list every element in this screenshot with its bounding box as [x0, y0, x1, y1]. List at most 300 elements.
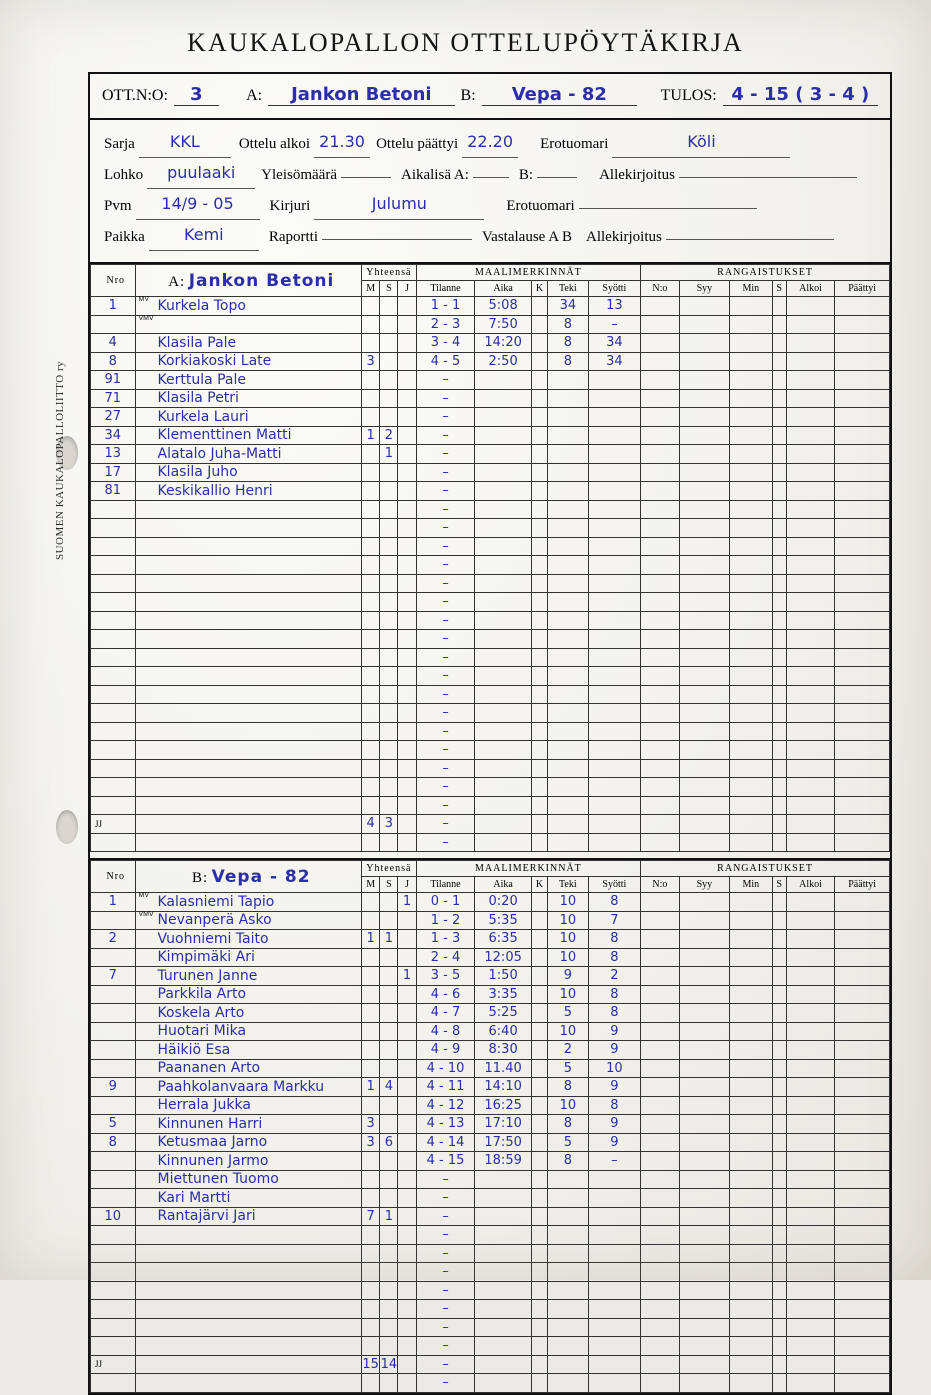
player-j[interactable] [398, 1133, 416, 1152]
goal-tilanne[interactable]: – [416, 1300, 475, 1319]
penalty-s[interactable] [772, 371, 786, 390]
goal-syotti[interactable] [588, 408, 641, 427]
player-assists[interactable] [380, 1226, 398, 1245]
penalty-syy[interactable] [679, 1004, 730, 1023]
goal-k[interactable] [531, 778, 547, 797]
penalty-paattyi[interactable] [835, 352, 890, 371]
penalty-s[interactable] [772, 445, 786, 464]
penalty-min[interactable] [730, 722, 772, 741]
penalty-s[interactable] [772, 630, 786, 649]
table-row[interactable] [91, 1152, 890, 1171]
penalty-no[interactable] [641, 1374, 679, 1393]
player-number[interactable] [91, 574, 136, 593]
goal-aika[interactable] [475, 667, 532, 686]
goal-k[interactable] [531, 1078, 547, 1097]
player-assists[interactable] [380, 1244, 398, 1263]
penalty-paattyi[interactable] [835, 741, 890, 760]
goal-k[interactable] [531, 1355, 547, 1374]
player-name[interactable]: Klasila Pale [135, 334, 362, 353]
player-j[interactable] [398, 685, 416, 704]
penalty-min[interactable] [730, 1059, 772, 1078]
goal-syotti[interactable] [588, 759, 641, 778]
goal-aika[interactable]: 14:10 [475, 1078, 532, 1097]
goal-syotti[interactable]: 34 [588, 352, 641, 371]
penalty-no[interactable] [641, 593, 679, 612]
player-j[interactable] [398, 315, 416, 334]
player-goals[interactable] [362, 537, 380, 556]
player-assists[interactable] [380, 1189, 398, 1208]
table-row[interactable] [91, 297, 890, 316]
goal-k[interactable] [531, 948, 547, 967]
penalty-s[interactable] [772, 1263, 786, 1282]
player-assists[interactable] [380, 389, 398, 408]
goal-tilanne[interactable]: – [416, 500, 475, 519]
table-row[interactable] [91, 1078, 890, 1097]
penalty-min[interactable] [730, 704, 772, 723]
player-number[interactable] [91, 611, 136, 630]
penalty-s[interactable] [772, 911, 786, 930]
penalty-syy[interactable] [679, 1078, 730, 1097]
player-j[interactable] [398, 911, 416, 930]
goal-tilanne[interactable]: 4 - 10 [416, 1059, 475, 1078]
goal-aika[interactable] [475, 593, 532, 612]
goal-k[interactable] [531, 315, 547, 334]
penalty-paattyi[interactable] [835, 537, 890, 556]
player-goals[interactable] [362, 833, 380, 852]
penalty-alkoi[interactable] [786, 1004, 835, 1023]
penalty-alkoi[interactable] [786, 1263, 835, 1282]
player-j[interactable] [398, 796, 416, 815]
allekirjoitus2-value[interactable] [666, 239, 834, 240]
penalty-paattyi[interactable] [835, 593, 890, 612]
penalty-alkoi[interactable] [786, 1337, 835, 1356]
goal-teki[interactable] [548, 1337, 588, 1356]
player-name[interactable] [135, 667, 362, 686]
player-assists[interactable] [380, 1115, 398, 1134]
player-name[interactable] [135, 1263, 362, 1282]
goal-tilanne[interactable]: 1 - 3 [416, 930, 475, 949]
penalty-min[interactable] [730, 833, 772, 852]
alkoi-value[interactable]: 21.30 [314, 127, 370, 158]
goal-teki[interactable]: 8 [548, 352, 588, 371]
player-j[interactable] [398, 759, 416, 778]
penalty-min[interactable] [730, 389, 772, 408]
table-row[interactable] [91, 408, 890, 427]
penalty-alkoi[interactable] [786, 574, 835, 593]
goal-aika[interactable] [475, 685, 532, 704]
player-assists[interactable] [380, 1374, 398, 1393]
penalty-min[interactable] [730, 1337, 772, 1356]
penalty-syy[interactable] [679, 611, 730, 630]
table-row[interactable] [91, 1300, 890, 1319]
penalty-s[interactable] [772, 796, 786, 815]
penalty-s[interactable] [772, 1152, 786, 1171]
penalty-min[interactable] [730, 893, 772, 912]
ottno-value[interactable]: 3 [174, 84, 219, 106]
penalty-no[interactable] [641, 815, 679, 834]
goal-aika[interactable]: 5:25 [475, 1004, 532, 1023]
penalty-s[interactable] [772, 426, 786, 445]
table-row[interactable] [91, 315, 890, 334]
player-name[interactable] [135, 833, 362, 852]
goal-aika[interactable] [475, 500, 532, 519]
penalty-s[interactable] [772, 685, 786, 704]
player-goals[interactable] [362, 593, 380, 612]
player-j[interactable] [398, 704, 416, 723]
goal-aika[interactable]: 17:10 [475, 1115, 532, 1134]
table-row[interactable] [91, 352, 890, 371]
penalty-alkoi[interactable] [786, 1078, 835, 1097]
player-goals[interactable] [362, 1022, 380, 1041]
goal-syotti[interactable]: 8 [588, 985, 641, 1004]
goal-aika[interactable] [475, 445, 532, 464]
penalty-syy[interactable] [679, 1318, 730, 1337]
penalty-min[interactable] [730, 741, 772, 760]
player-goals[interactable] [362, 556, 380, 575]
goal-k[interactable] [531, 1226, 547, 1245]
table-row[interactable] [91, 1170, 890, 1189]
player-assists[interactable]: 1 [380, 445, 398, 464]
penalty-s[interactable] [772, 389, 786, 408]
penalty-alkoi[interactable] [786, 1152, 835, 1171]
penalty-paattyi[interactable] [835, 778, 890, 797]
penalty-min[interactable] [730, 1300, 772, 1319]
penalty-s[interactable] [772, 556, 786, 575]
penalty-s[interactable] [772, 1226, 786, 1245]
goal-k[interactable] [531, 985, 547, 1004]
player-assists[interactable] [380, 352, 398, 371]
goal-tilanne[interactable]: – [416, 556, 475, 575]
penalty-alkoi[interactable] [786, 1041, 835, 1060]
penalty-s[interactable] [772, 315, 786, 334]
player-name[interactable] [135, 1374, 362, 1393]
penalty-min[interactable] [730, 815, 772, 834]
goal-teki[interactable] [548, 408, 588, 427]
goal-k[interactable] [531, 704, 547, 723]
penalty-no[interactable] [641, 759, 679, 778]
player-j[interactable] [398, 334, 416, 353]
table-row[interactable] [91, 985, 890, 1004]
penalty-min[interactable] [730, 985, 772, 1004]
player-name[interactable] [135, 1244, 362, 1263]
goal-syotti[interactable]: 9 [588, 1078, 641, 1097]
goal-k[interactable] [531, 1318, 547, 1337]
penalty-no[interactable] [641, 667, 679, 686]
player-assists[interactable] [380, 611, 398, 630]
goal-k[interactable] [531, 930, 547, 949]
goal-syotti[interactable] [588, 815, 641, 834]
player-number[interactable] [91, 759, 136, 778]
player-name[interactable] [135, 1300, 362, 1319]
penalty-s[interactable] [772, 1189, 786, 1208]
penalty-paattyi[interactable] [835, 556, 890, 575]
player-goals[interactable] [362, 911, 380, 930]
player-goals[interactable]: 1 [362, 1078, 380, 1097]
table-row[interactable] [91, 500, 890, 519]
penalty-min[interactable] [730, 1078, 772, 1097]
player-j[interactable]: 1 [398, 893, 416, 912]
goal-aika[interactable] [475, 1337, 532, 1356]
player-assists[interactable] [380, 948, 398, 967]
goal-syotti[interactable] [588, 796, 641, 815]
player-j[interactable] [398, 556, 416, 575]
penalty-min[interactable] [730, 1041, 772, 1060]
goal-k[interactable] [531, 1022, 547, 1041]
goal-teki[interactable] [548, 1281, 588, 1300]
table-row[interactable] [91, 722, 890, 741]
penalty-alkoi[interactable] [786, 352, 835, 371]
player-goals[interactable] [362, 445, 380, 464]
goal-teki[interactable]: 10 [548, 1022, 588, 1041]
table-row[interactable] [91, 796, 890, 815]
goal-tilanne[interactable]: – [416, 1226, 475, 1245]
player-number[interactable] [91, 500, 136, 519]
player-name[interactable] [135, 722, 362, 741]
goal-aika[interactable]: 18:59 [475, 1152, 532, 1171]
goal-tilanne[interactable]: 4 - 12 [416, 1096, 475, 1115]
goal-teki[interactable]: 10 [548, 930, 588, 949]
penalty-s[interactable] [772, 1207, 786, 1226]
player-goals[interactable] [362, 315, 380, 334]
table-row[interactable] [91, 1133, 890, 1152]
player-name[interactable]: Klementtinen Matti [135, 426, 362, 445]
player-number[interactable] [91, 778, 136, 797]
goal-teki[interactable] [548, 537, 588, 556]
player-name[interactable]: Huotari Mika [135, 1022, 362, 1041]
goal-teki[interactable] [548, 445, 588, 464]
table-row[interactable] [91, 593, 890, 612]
goal-tilanne[interactable]: 4 - 6 [416, 985, 475, 1004]
player-j[interactable] [398, 445, 416, 464]
penalty-paattyi[interactable] [835, 1133, 890, 1152]
player-number[interactable] [91, 741, 136, 760]
penalty-syy[interactable] [679, 1226, 730, 1245]
goal-k[interactable] [531, 667, 547, 686]
table-row[interactable] [91, 445, 890, 464]
player-assists[interactable]: 6 [380, 1133, 398, 1152]
goal-syotti[interactable] [588, 574, 641, 593]
player-number[interactable] [91, 593, 136, 612]
goal-aika[interactable] [475, 371, 532, 390]
player-assists[interactable] [380, 967, 398, 986]
penalty-alkoi[interactable] [786, 1355, 835, 1374]
table-row[interactable] [91, 537, 890, 556]
penalty-paattyi[interactable] [835, 796, 890, 815]
player-name[interactable] [135, 796, 362, 815]
penalty-alkoi[interactable] [786, 648, 835, 667]
player-assists[interactable] [380, 911, 398, 930]
penalty-no[interactable] [641, 685, 679, 704]
penalty-paattyi[interactable] [835, 1263, 890, 1282]
penalty-alkoi[interactable] [786, 1300, 835, 1319]
penalty-s[interactable] [772, 1041, 786, 1060]
penalty-min[interactable] [730, 334, 772, 353]
player-goals[interactable]: 1 [362, 426, 380, 445]
penalty-syy[interactable] [679, 334, 730, 353]
player-number[interactable] [91, 630, 136, 649]
player-name[interactable]: Kinnunen Jarmo [135, 1152, 362, 1171]
goal-k[interactable] [531, 1059, 547, 1078]
goal-teki[interactable]: 10 [548, 1096, 588, 1115]
erotuomari1-value[interactable]: Köli [612, 127, 790, 158]
player-name[interactable]: Vuohniemi Taito [135, 930, 362, 949]
penalty-no[interactable] [641, 1115, 679, 1134]
penalty-paattyi[interactable] [835, 1374, 890, 1393]
goal-syotti[interactable] [588, 371, 641, 390]
penalty-alkoi[interactable] [786, 426, 835, 445]
penalty-paattyi[interactable] [835, 1170, 890, 1189]
penalty-no[interactable] [641, 574, 679, 593]
player-j[interactable] [398, 371, 416, 390]
player-goals[interactable] [362, 1263, 380, 1282]
goal-teki[interactable] [548, 630, 588, 649]
goal-syotti[interactable] [588, 685, 641, 704]
penalty-no[interactable] [641, 1207, 679, 1226]
goal-k[interactable] [531, 352, 547, 371]
player-goals[interactable] [362, 759, 380, 778]
penalty-alkoi[interactable] [786, 778, 835, 797]
penalty-syy[interactable] [679, 630, 730, 649]
penalty-no[interactable] [641, 948, 679, 967]
goal-tilanne[interactable]: 4 - 14 [416, 1133, 475, 1152]
goal-k[interactable] [531, 593, 547, 612]
player-j[interactable] [398, 389, 416, 408]
goal-syotti[interactable] [588, 667, 641, 686]
goal-aika[interactable]: 5:35 [475, 911, 532, 930]
goal-k[interactable] [531, 537, 547, 556]
goal-tilanne[interactable]: – [416, 426, 475, 445]
goal-aika[interactable] [475, 1189, 532, 1208]
penalty-no[interactable] [641, 778, 679, 797]
penalty-alkoi[interactable] [786, 315, 835, 334]
penalty-syy[interactable] [679, 1096, 730, 1115]
goal-teki[interactable]: 5 [548, 1004, 588, 1023]
penalty-syy[interactable] [679, 722, 730, 741]
penalty-paattyi[interactable] [835, 1022, 890, 1041]
goal-tilanne[interactable]: 4 - 9 [416, 1041, 475, 1060]
penalty-min[interactable] [730, 1170, 772, 1189]
penalty-syy[interactable] [679, 1059, 730, 1078]
goal-k[interactable] [531, 1115, 547, 1134]
table-row[interactable] [91, 1281, 890, 1300]
penalty-s[interactable] [772, 741, 786, 760]
kirjuri-value[interactable]: Julumu [314, 189, 484, 220]
player-assists[interactable] [380, 778, 398, 797]
table-row[interactable] [91, 1374, 890, 1393]
player-goals[interactable] [362, 741, 380, 760]
penalty-min[interactable] [730, 1133, 772, 1152]
goal-k[interactable] [531, 519, 547, 538]
penalty-min[interactable] [730, 519, 772, 538]
penalty-alkoi[interactable] [786, 815, 835, 834]
penalty-paattyi[interactable] [835, 389, 890, 408]
penalty-paattyi[interactable] [835, 685, 890, 704]
table-row[interactable] [91, 704, 890, 723]
penalty-syy[interactable] [679, 667, 730, 686]
penalty-no[interactable] [641, 985, 679, 1004]
player-name[interactable] [135, 574, 362, 593]
penalty-min[interactable] [730, 759, 772, 778]
penalty-min[interactable] [730, 371, 772, 390]
goal-tilanne[interactable]: – [416, 722, 475, 741]
penalty-s[interactable] [772, 408, 786, 427]
player-assists[interactable] [380, 1004, 398, 1023]
penalty-s[interactable] [772, 500, 786, 519]
penalty-min[interactable] [730, 1318, 772, 1337]
penalty-no[interactable] [641, 1022, 679, 1041]
goal-teki[interactable] [548, 519, 588, 538]
goal-aika[interactable]: 6:35 [475, 930, 532, 949]
goal-syotti[interactable]: 2 [588, 967, 641, 986]
penalty-syy[interactable] [679, 1355, 730, 1374]
penalty-paattyi[interactable] [835, 1300, 890, 1319]
penalty-alkoi[interactable] [786, 1096, 835, 1115]
goal-k[interactable] [531, 722, 547, 741]
player-j[interactable] [398, 741, 416, 760]
penalty-paattyi[interactable] [835, 1281, 890, 1300]
player-j[interactable] [398, 1244, 416, 1263]
penalty-s[interactable] [772, 297, 786, 316]
player-j[interactable] [398, 482, 416, 501]
goal-teki[interactable]: 9 [548, 967, 588, 986]
goal-syotti[interactable]: – [588, 1152, 641, 1171]
player-name[interactable]: Kurkela Lauri [135, 408, 362, 427]
player-number[interactable] [91, 985, 136, 1004]
goal-syotti[interactable] [588, 1281, 641, 1300]
team-b-name-value[interactable]: Vepa - 82 [482, 84, 637, 106]
player-j[interactable] [398, 426, 416, 445]
penalty-no[interactable] [641, 426, 679, 445]
goal-teki[interactable] [548, 389, 588, 408]
penalty-paattyi[interactable] [835, 297, 890, 316]
goal-syotti[interactable]: 7 [588, 911, 641, 930]
table-row[interactable] [91, 778, 890, 797]
penalty-s[interactable] [772, 1004, 786, 1023]
goal-tilanne[interactable]: 2 - 3 [416, 315, 475, 334]
penalty-min[interactable] [730, 1207, 772, 1226]
goal-syotti[interactable] [588, 1318, 641, 1337]
penalty-s[interactable] [772, 1244, 786, 1263]
player-name[interactable] [135, 611, 362, 630]
penalty-s[interactable] [772, 948, 786, 967]
table-row[interactable] [91, 1226, 890, 1245]
player-j[interactable] [398, 930, 416, 949]
player-j[interactable] [398, 574, 416, 593]
penalty-paattyi[interactable] [835, 482, 890, 501]
goal-syotti[interactable]: 8 [588, 1096, 641, 1115]
player-assists[interactable] [380, 1170, 398, 1189]
player-goals[interactable] [362, 1059, 380, 1078]
penalty-min[interactable] [730, 315, 772, 334]
penalty-no[interactable] [641, 556, 679, 575]
player-number[interactable] [91, 1226, 136, 1245]
player-assists[interactable] [380, 1300, 398, 1319]
goal-tilanne[interactable]: 4 - 7 [416, 1004, 475, 1023]
goal-syotti[interactable] [588, 704, 641, 723]
goal-tilanne[interactable]: – [416, 593, 475, 612]
penalty-alkoi[interactable] [786, 611, 835, 630]
goal-teki[interactable] [548, 1244, 588, 1263]
penalty-alkoi[interactable] [786, 1115, 835, 1134]
goal-teki[interactable] [548, 667, 588, 686]
player-j[interactable] [398, 630, 416, 649]
penalty-no[interactable] [641, 1041, 679, 1060]
goal-syotti[interactable] [588, 1244, 641, 1263]
penalty-s[interactable] [772, 1318, 786, 1337]
penalty-s[interactable] [772, 463, 786, 482]
player-name[interactable]: Häikiö Esa [135, 1041, 362, 1060]
goal-syotti[interactable] [588, 1189, 641, 1208]
